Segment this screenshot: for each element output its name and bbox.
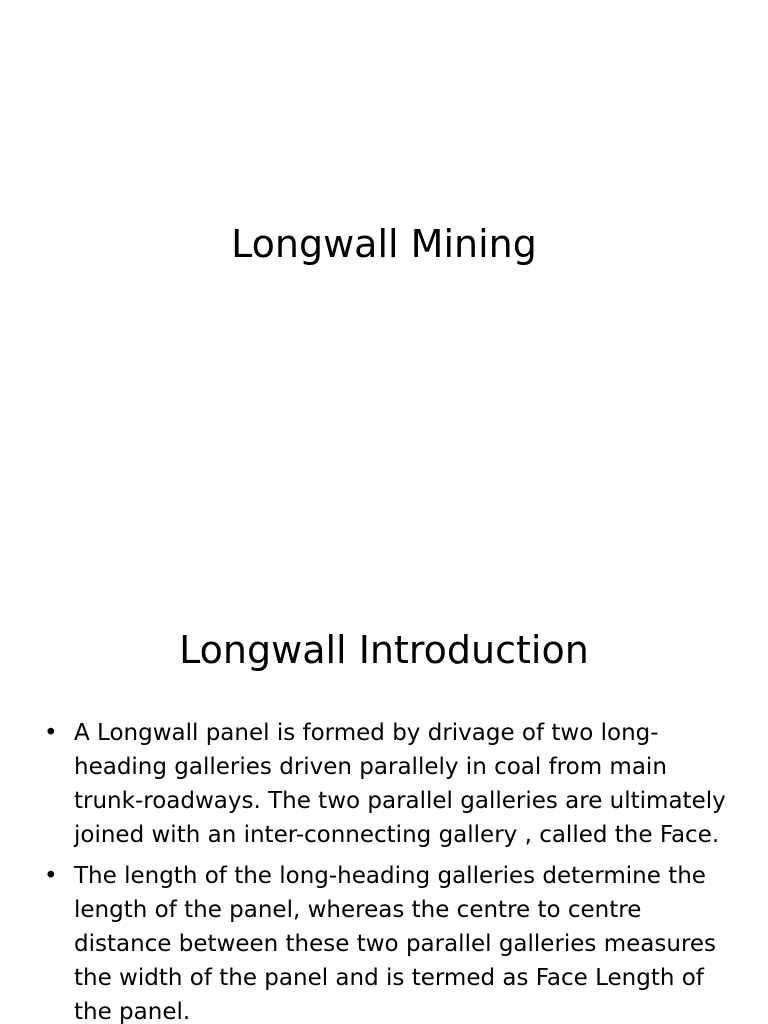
bullet-list <box>40 716 730 1024</box>
slide-title-heading: Longwall Mining <box>231 222 537 266</box>
bullet-text: The length of the long-heading galleries determine the length of the panel, whereas the centre to centre distance between these two parallel galleries measures the width of the panel and is termed as Face Length of the panel. <box>74 863 717 1024</box>
slide-introduction-heading: Longwall Introduction <box>179 628 589 672</box>
bullet-marker: • <box>44 863 58 889</box>
bullet-item <box>40 716 730 852</box>
bullet-marker: • <box>44 720 58 746</box>
bullet-text: A Longwall panel is formed by drivage of two long-heading galleries driven parallely in coal from main trunk-roadways. The two parallel galleries are ultimately joined with an inter-connecting gallery , called the Face. <box>74 720 726 848</box>
bullet-item <box>40 859 730 1024</box>
slide-introduction <box>0 576 768 1024</box>
